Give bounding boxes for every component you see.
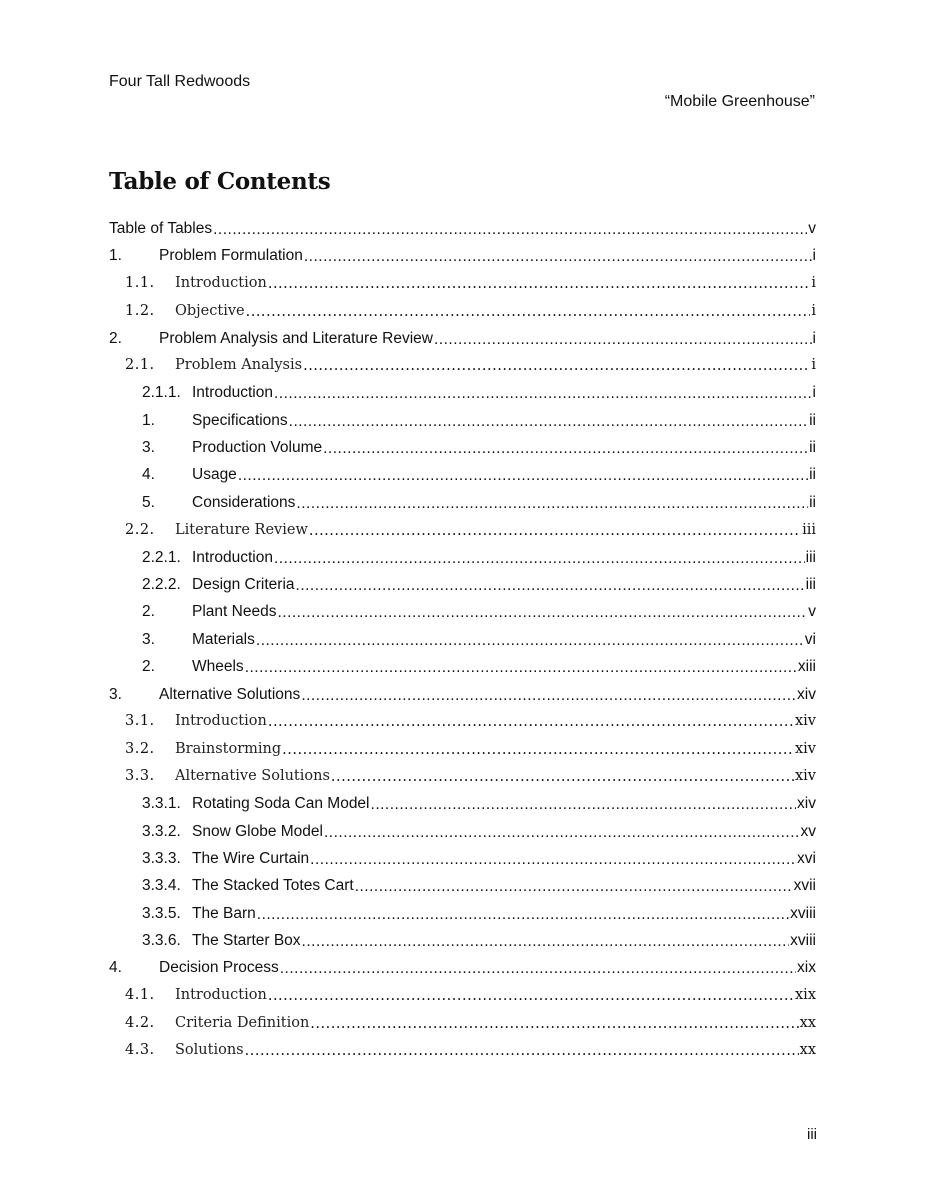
- toc-entry[interactable]: [109, 1009, 816, 1036]
- toc-entry-page: i: [811, 275, 816, 292]
- page-title: Table of Contents: [109, 168, 331, 195]
- toc-entry-page: xviii: [790, 904, 816, 922]
- toc-entry[interactable]: [109, 407, 816, 434]
- dot-leader: [257, 907, 789, 923]
- toc-entry-label: Solutions: [175, 1042, 244, 1059]
- toc-entry-page: ii: [809, 493, 816, 511]
- toc-entry-page: xiv: [794, 740, 816, 757]
- toc-entry-page: xiii: [797, 658, 816, 676]
- toc-entry-page: i: [811, 302, 816, 319]
- toc-entry[interactable]: [109, 270, 816, 297]
- toc-entry-number: 1.: [109, 247, 122, 265]
- toc-entry[interactable]: [109, 790, 816, 817]
- toc-entry[interactable]: [109, 872, 816, 899]
- toc-entry-label: Problem Analysis and Literature Review: [159, 329, 433, 347]
- toc-entry-number: 3.3.2.: [142, 822, 181, 840]
- toc-entry[interactable]: [109, 927, 816, 954]
- toc-entry-number: 1.2.: [125, 302, 155, 319]
- toc-entry[interactable]: [109, 379, 816, 406]
- toc-entry-page: xx: [799, 1042, 816, 1059]
- toc-entry-page: xiv: [797, 795, 816, 813]
- toc-entry[interactable]: [109, 845, 816, 872]
- dot-leader: [323, 441, 808, 457]
- toc-entry-number: 3.: [142, 439, 155, 457]
- toc-entry-label: Criteria Definition: [175, 1014, 310, 1031]
- toc-entry-label: Table of Tables: [109, 219, 213, 237]
- dot-leader: [310, 1017, 798, 1032]
- toc-entry[interactable]: [109, 516, 816, 543]
- dot-leader: [324, 825, 800, 841]
- toc-entry-page: xx: [799, 1014, 816, 1031]
- toc-entry-number: 2.1.1.: [142, 384, 181, 402]
- toc-entry-label: Snow Globe Model: [192, 822, 323, 840]
- dot-leader: [434, 332, 812, 348]
- toc-entry[interactable]: [109, 544, 816, 571]
- toc-entry[interactable]: [109, 982, 816, 1009]
- toc-entry-number: 4.: [109, 959, 122, 977]
- toc-entry-page: xiv: [797, 685, 816, 703]
- dot-leader: [371, 797, 797, 813]
- toc-entry-page: xv: [800, 822, 816, 840]
- running-header-left: Four Tall Redwoods: [109, 73, 251, 90]
- dot-leader: [245, 1044, 799, 1059]
- toc-entry-page: xiv: [794, 768, 816, 785]
- dot-leader: [310, 852, 796, 868]
- toc-entry-label: Design Criteria: [192, 576, 295, 594]
- toc-entry-label: Introduction: [192, 384, 273, 402]
- toc-entry-page: i: [811, 357, 816, 374]
- toc-entry-page: v: [808, 603, 816, 621]
- dot-leader: [296, 578, 805, 594]
- dot-leader: [303, 359, 810, 374]
- page-number: iii: [807, 1126, 817, 1143]
- toc-entry-number: 3.: [142, 630, 155, 648]
- dot-leader: [304, 249, 812, 265]
- toc-entry-label: The Wire Curtain: [192, 849, 310, 867]
- toc-entry[interactable]: [109, 297, 816, 324]
- table-of-contents: [109, 215, 816, 1064]
- toc-entry-page: xix: [797, 959, 816, 977]
- toc-entry[interactable]: [109, 626, 816, 653]
- toc-entry-page: xix: [795, 987, 816, 1004]
- toc-entry[interactable]: [109, 1037, 816, 1064]
- toc-entry-label: Plant Needs: [192, 603, 277, 621]
- toc-entry-number: 3.: [109, 685, 122, 703]
- toc-entry-label: Introduction: [175, 987, 267, 1004]
- dot-leader: [355, 879, 793, 895]
- toc-entry-number: 3.2.: [125, 740, 155, 757]
- toc-entry-number: 2.: [109, 329, 122, 347]
- toc-entry-page: iii: [805, 576, 816, 594]
- toc-entry-label: The Stacked Totes Cart: [192, 877, 354, 895]
- toc-entry-page: xvii: [793, 877, 816, 895]
- toc-entry-page: i: [812, 384, 816, 402]
- toc-entry-number: 2.: [142, 658, 155, 676]
- toc-entry-number: 4.: [142, 466, 155, 484]
- dot-leader: [274, 386, 812, 402]
- toc-entry-label: Production Volume: [192, 439, 323, 457]
- toc-entry-label: The Starter Box: [192, 932, 301, 950]
- toc-entry-page: ii: [809, 411, 816, 429]
- toc-entry-number: 2.: [142, 603, 155, 621]
- toc-entry-number: 3.3.1.: [142, 795, 181, 813]
- toc-entry-label: Literature Review: [175, 521, 308, 538]
- dot-leader: [268, 715, 794, 730]
- dot-leader: [309, 524, 801, 539]
- toc-entry-number: 3.3.5.: [142, 904, 181, 922]
- dot-leader: [274, 551, 805, 567]
- toc-entry-number: 2.2.2.: [142, 576, 181, 594]
- toc-entry[interactable]: [109, 763, 816, 790]
- running-header-right: “Mobile Greenhouse”: [664, 93, 815, 110]
- toc-entry-label: Problem Analysis: [175, 357, 303, 374]
- dot-leader: [296, 496, 808, 512]
- toc-entry[interactable]: [109, 462, 816, 489]
- toc-entry[interactable]: [109, 708, 816, 735]
- toc-entry-label: Specifications: [192, 411, 288, 429]
- dot-leader: [301, 688, 796, 704]
- toc-entry-label: Brainstorming: [175, 740, 282, 757]
- toc-entry-page: ii: [809, 466, 816, 484]
- toc-entry[interactable]: [109, 571, 816, 598]
- toc-entry-number: 2.2.1.: [142, 548, 181, 566]
- toc-entry[interactable]: [109, 215, 816, 242]
- toc-entry-label: Problem Formulation: [159, 247, 303, 265]
- toc-entry-label: Alternative Solutions: [159, 685, 301, 703]
- toc-entry[interactable]: [109, 352, 816, 379]
- toc-entry-page: i: [812, 247, 816, 265]
- toc-entry-page: xviii: [790, 932, 816, 950]
- toc-entry-page: xiv: [794, 713, 816, 730]
- toc-entry-number: 4.3.: [125, 1042, 155, 1059]
- toc-entry-page: iii: [805, 548, 816, 566]
- toc-entry-number: 3.3.3.: [142, 849, 181, 867]
- toc-entry-number: 3.3.: [125, 768, 155, 785]
- toc-entry-page: xvi: [797, 849, 816, 867]
- toc-entry-page: ii: [809, 439, 816, 457]
- dot-leader: [268, 277, 811, 292]
- dot-leader: [246, 305, 811, 320]
- dot-leader: [213, 222, 807, 238]
- toc-entry-page: v: [808, 219, 816, 237]
- dot-leader: [245, 660, 797, 676]
- toc-entry-label: Wheels: [192, 658, 244, 676]
- toc-entry-label: Considerations: [192, 493, 296, 511]
- toc-entry-number: 4.1.: [125, 987, 155, 1004]
- toc-entry-number: 1.: [142, 411, 155, 429]
- toc-entry-page: vi: [804, 630, 816, 648]
- toc-entry-page: iii: [802, 521, 816, 538]
- toc-entry-label: Decision Process: [159, 959, 279, 977]
- toc-entry[interactable]: [109, 434, 816, 461]
- toc-entry-number: 3.3.6.: [142, 932, 181, 950]
- toc-entry[interactable]: [109, 325, 816, 352]
- toc-entry[interactable]: [109, 681, 816, 708]
- toc-entry[interactable]: [109, 818, 816, 845]
- dot-leader: [256, 633, 804, 649]
- toc-entry-label: Introduction: [192, 548, 273, 566]
- toc-entry[interactable]: [109, 242, 816, 269]
- toc-entry-page: i: [812, 329, 816, 347]
- toc-entry-number: 1.1.: [125, 275, 155, 292]
- toc-entry[interactable]: [109, 489, 816, 516]
- toc-entry[interactable]: [109, 735, 816, 762]
- toc-entry-label: Introduction: [175, 275, 267, 292]
- dot-leader: [268, 989, 794, 1004]
- dot-leader: [280, 961, 796, 977]
- dot-leader: [238, 468, 808, 484]
- toc-entry[interactable]: [109, 955, 816, 982]
- toc-entry-label: Alternative Solutions: [175, 768, 330, 785]
- toc-entry[interactable]: [109, 598, 816, 625]
- toc-entry-label: Introduction: [175, 713, 267, 730]
- toc-entry-number: 3.1.: [125, 713, 155, 730]
- toc-entry[interactable]: [109, 653, 816, 680]
- toc-entry-number: 5.: [142, 493, 155, 511]
- dot-leader: [282, 743, 794, 758]
- toc-entry-label: The Barn: [192, 904, 256, 922]
- toc-entry-number: 2.2.: [125, 521, 155, 538]
- toc-entry-number: 3.3.4.: [142, 877, 181, 895]
- dot-leader: [331, 770, 794, 785]
- toc-entry-label: Rotating Soda Can Model: [192, 795, 370, 813]
- dot-leader: [302, 934, 790, 950]
- toc-entry[interactable]: [109, 900, 816, 927]
- toc-entry-number: 2.1.: [125, 357, 155, 374]
- dot-leader: [277, 605, 807, 621]
- toc-entry-label: Usage: [192, 466, 237, 484]
- dot-leader: [289, 414, 808, 430]
- toc-entry-label: Objective: [175, 302, 245, 319]
- toc-entry-label: Materials: [192, 630, 255, 648]
- toc-entry-number: 4.2.: [125, 1014, 155, 1031]
